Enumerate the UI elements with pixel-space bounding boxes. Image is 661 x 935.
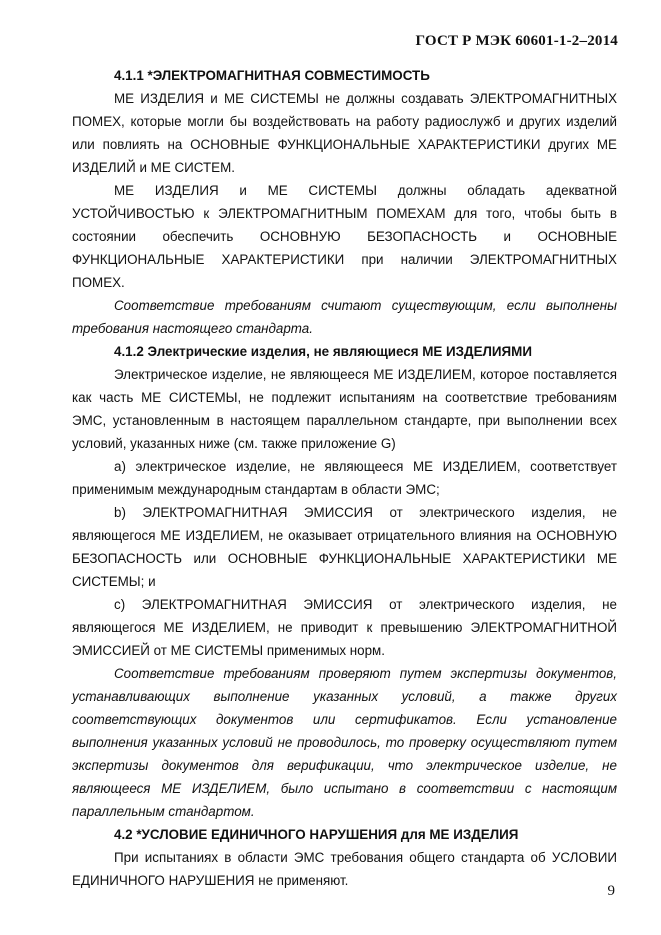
paragraph: МЕ ИЗДЕЛИЯ и МЕ СИСТЕМЫ не должны создавать ЭЛЕКТРОМАГНИТНЫХ ПОМЕХ, которые могли бы воздействовать на работу радиослужб и других изделий или повлиять на ОСНОВНЫЕ ФУНКЦИОНАЛЬНЫЕ ХАРАКТЕРИСТИКИ других МЕ ИЗДЕЛИЙ и МЕ СИСТЕМ. <box>72 91 617 175</box>
paragraph: МЕ ИЗДЕЛИЯ и МЕ СИСТЕМЫ должны обладать адекватной УСТОЙЧИВОСТЬЮ к ЭЛЕКТРОМАГНИТНЫМ ПОМЕХАМ для того, чтобы быть в состоянии обеспечить ОСНОВНУЮ БЕЗОПАСНОСТЬ и ОСНОВНЫЕ ФУНКЦИОНАЛЬНЫЕ ХАРАКТЕРИСТИКИ при наличии ЭЛЕКТРОМАГНИТНЫХ ПОМЕХ. <box>72 183 617 290</box>
section-heading: 4.1.2 Электрические изделия, не являющиеся МЕ ИЗДЕЛИЯМИ <box>114 344 532 359</box>
list-item: а) электрическое изделие, не являющееся МЕ ИЗДЕЛИЕМ, соответствует применимым международным стандартам в области ЭМС; <box>72 459 617 497</box>
page-number: 9 <box>607 883 615 899</box>
paragraph: Электрическое изделие, не являющееся МЕ ИЗДЕЛИЕМ, которое поставляется как часть МЕ СИСТЕМЫ, не подлежит испытаниям на соответствие требованиям ЭМС, установленным в настоящем параллельном стандарте, при выполнении всех условий, указанных ниже (см. также приложение G) <box>72 367 617 451</box>
document-body <box>72 64 617 892</box>
document-header: ГОСТ Р МЭК 60601-1-2–2014 <box>415 33 618 49</box>
section-heading: 4.1.1 *ЭЛЕКТРОМАГНИТНАЯ СОВМЕСТИМОСТЬ <box>114 68 430 83</box>
section-heading: 4.2 *УСЛОВИЕ ЕДИНИЧНОГО НАРУШЕНИЯ для МЕ ИЗДЕЛИЯ <box>114 827 519 842</box>
paragraph: При испытаниях в области ЭМС требования общего стандарта об УСЛОВИИ ЕДИНИЧНОГО НАРУШЕНИЯ не применяют. <box>72 850 617 888</box>
compliance-note: Соответствие требованиям считают существующим, если выполнены требования настоящего стандарта. <box>72 298 617 336</box>
list-item: b) ЭЛЕКТРОМАГНИТНАЯ ЭМИССИЯ от электрического изделия, не являющегося МЕ ИЗДЕЛИЕМ, не оказывает отрицательного влияния на ОСНОВНУЮ БЕЗОПАСНОСТЬ или ОСНОВНЫЕ ФУНКЦИОНАЛЬНЫЕ ХАРАКТЕРИСТИКИ МЕ СИСТЕМЫ; и <box>72 505 617 589</box>
list-item: с) ЭЛЕКТРОМАГНИТНАЯ ЭМИССИЯ от электрического изделия, не являющегося МЕ ИЗДЕЛИЕМ, не приводит к превышению ЭЛЕКТРОМАГНИТНОЙ ЭМИССИЕЙ от МЕ СИСТЕМЫ применимых норм. <box>72 597 617 658</box>
compliance-note: Соответствие требованиям проверяют путем экспертизы документов, устанавливающих выполнение указанных условий, а также других соответствующих документов или сертификатов. Если установление выполнения указанных условий не проводилось, то проверку осуществляют путем экспертизы документов для верификации, что электрическое изделие, не являющееся МЕ ИЗДЕЛИЕМ, было испытано в соответствии с настоящим параллельным стандартом. <box>72 666 617 819</box>
